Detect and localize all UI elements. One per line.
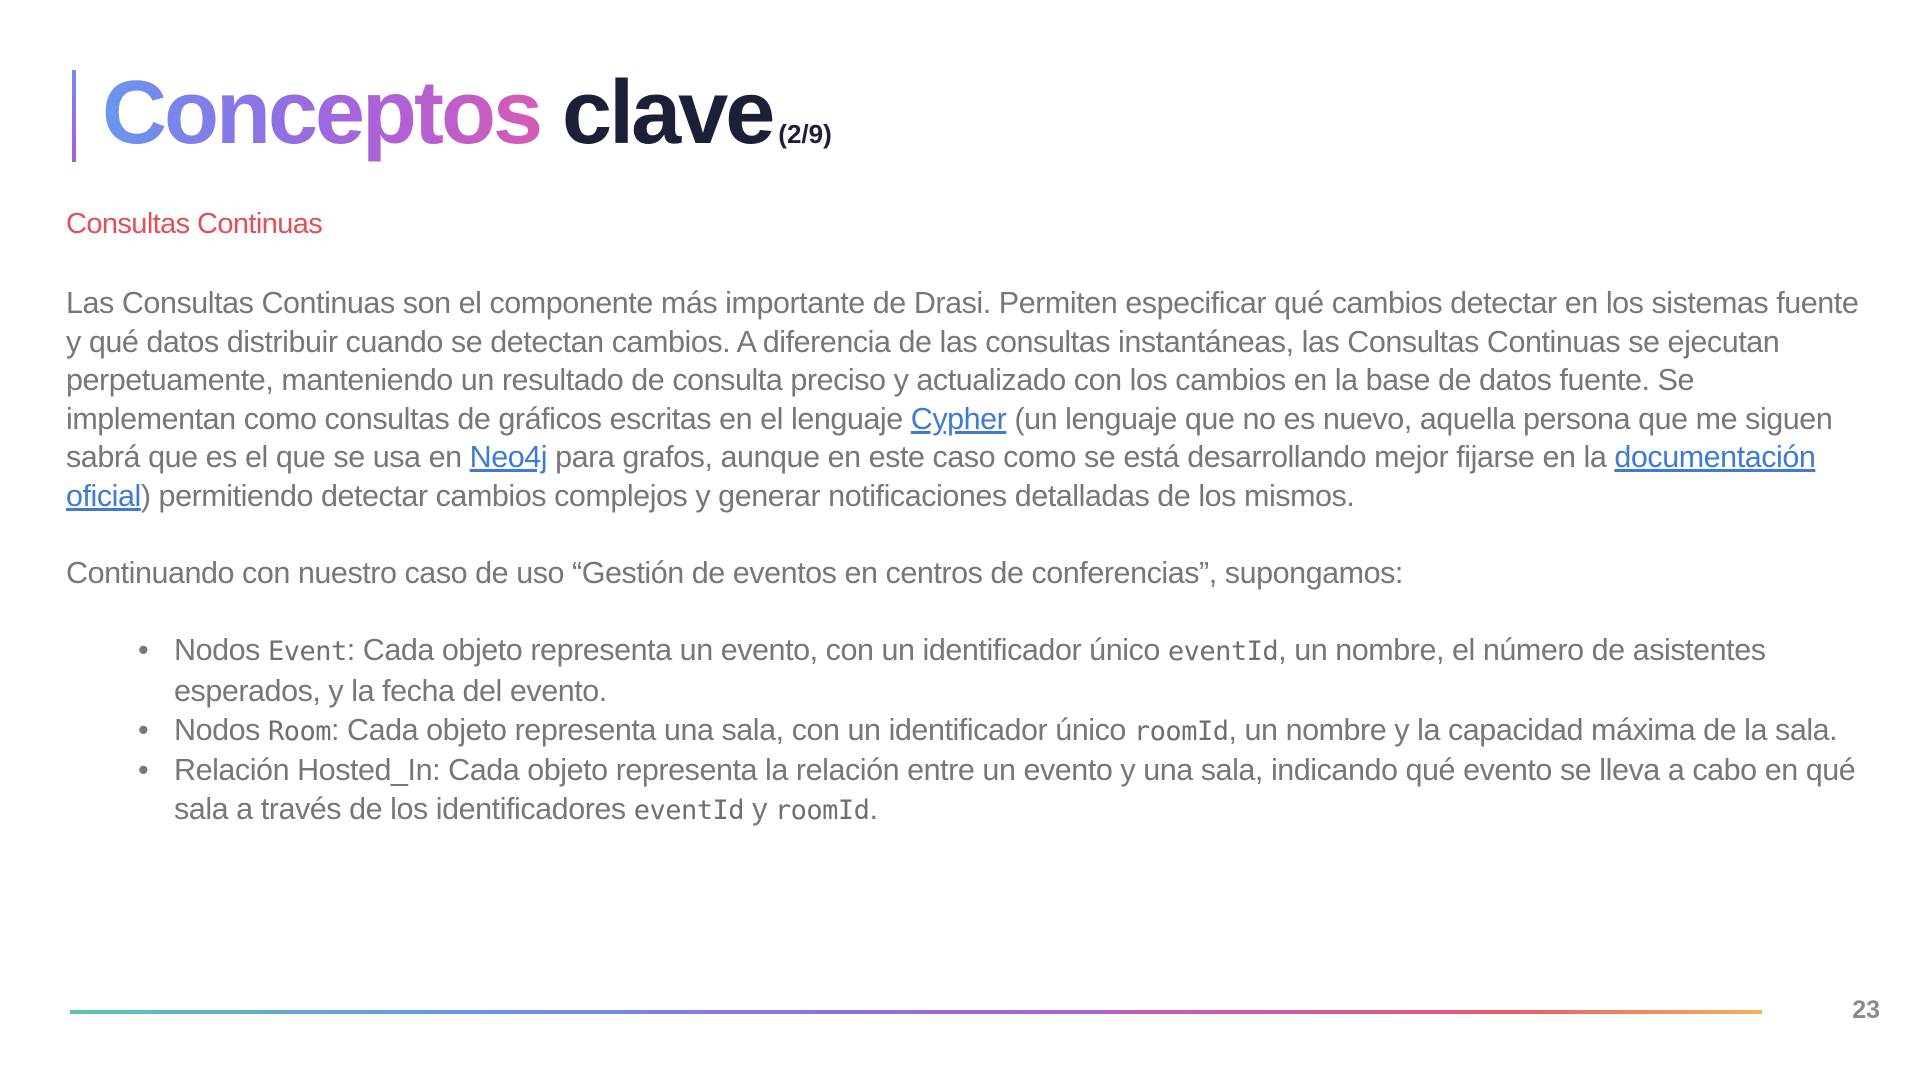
use-case-paragraph: Continuando con nuestro caso de uso “Gestión de eventos en centros de conferencias”, supongamos: <box>66 556 1403 591</box>
intro-paragraph <box>66 284 1866 516</box>
code-roomid: roomId <box>1133 715 1229 747</box>
slide-title-gradient: Conceptos <box>102 63 541 163</box>
bullet-text: . <box>869 791 878 826</box>
intro-text-1: Las Consultas Continuas son el componente más importante de Drasi. Permiten especificar qué cambios detectar en los sistemas fuente y qué datos distribuir cuando se detectan cambios. A diferencia de las consultas instantáneas, las Consultas Continuas se ejecutan perpetuamente, manteniendo un resultado de consulta preciso y actualizado con los cambios en la base de datos fuente. Se implementan como consultas de gráficos escritas en el lenguaje <box>66 286 1859 436</box>
bullet-icon: • <box>138 712 149 747</box>
bullet-list <box>66 631 1866 830</box>
neo4j-link[interactable]: Neo4j <box>469 440 548 475</box>
footer-gradient-line <box>70 1010 1762 1014</box>
bullet-text: Nodos <box>174 633 268 668</box>
code-room: Room <box>267 715 331 747</box>
code-roomid: roomId <box>774 794 870 826</box>
title-accent-bar <box>72 70 76 162</box>
intro-text-3: para grafos, aunque en este caso como se está desarrollando mejor fijarse en la <box>547 440 1615 475</box>
bullet-icon: • <box>138 753 149 788</box>
bullet-text: Nodos <box>174 712 268 747</box>
bullet-text: Relación Hosted_In: Cada objeto representa la relación entre un evento y una sala, indicando qué evento se lleva a cabo en qué sala a través de los identificadores <box>174 753 1856 826</box>
code-event: Event <box>267 636 347 668</box>
slide-title-page-indicator: (2/9) <box>778 119 832 149</box>
section-heading: Consultas Continuas <box>66 208 323 240</box>
code-eventid: eventId <box>633 794 745 826</box>
list-item-hosted-in-relation <box>138 751 1866 830</box>
slide-title-dark: clave <box>562 63 773 163</box>
intro-text-2: (un lenguaje que no es nuevo, aquella persona que me siguen sabrá que es el que se usa en <box>66 401 1833 475</box>
bullet-text: , un nombre y la capacidad máxima de la sala. <box>1228 712 1838 747</box>
bullet-text: : Cada objeto representa un evento, con un identificador único <box>346 633 1168 668</box>
intro-text-4: ) permitiendo detectar cambios complejos y generar notificaciones detalladas de los mismos. <box>140 478 1355 513</box>
official-docs-link[interactable]: documentación oficial <box>66 440 1816 513</box>
slide-title <box>102 58 832 189</box>
list-item-event-nodes <box>138 631 1866 710</box>
code-eventid: eventId <box>1167 636 1279 668</box>
bullet-text: y <box>744 791 775 826</box>
bullet-text: , un nombre, el número de asistentes esperados, y la fecha del evento. <box>174 633 1766 708</box>
bullet-text: : Cada objeto representa una sala, con un identificador único <box>330 712 1134 747</box>
list-item-room-nodes <box>138 711 1866 752</box>
cypher-link[interactable]: Cypher <box>910 401 1007 436</box>
bullet-icon: • <box>138 633 149 668</box>
slide-content <box>66 284 1866 830</box>
page-number: 23 <box>1852 996 1880 1024</box>
